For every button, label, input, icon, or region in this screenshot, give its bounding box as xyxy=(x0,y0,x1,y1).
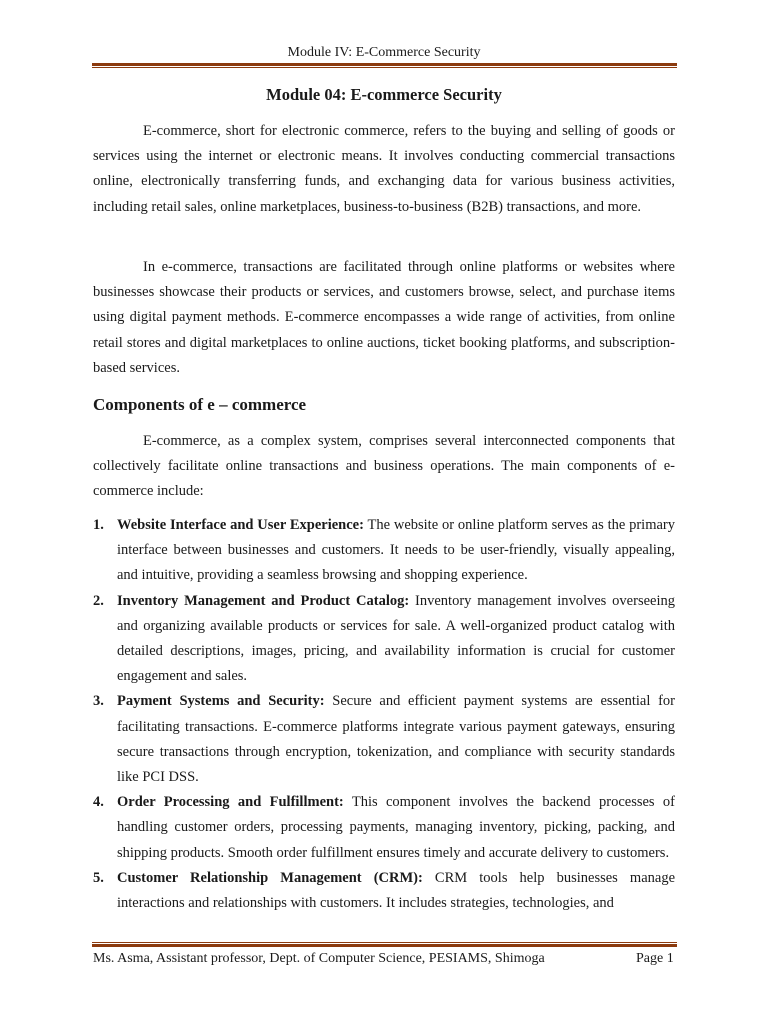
section-heading: Components of e – commerce xyxy=(93,395,307,414)
list-item-term: Website Interface and User Experience: xyxy=(117,517,364,533)
components-intro-paragraph: E-commerce, as a complex system, comprises several interconnected components that collectively facilitate online transactions and business operations. The main components of e-commerce include: xyxy=(93,433,675,500)
running-header: Module IV: E-Commerce Security xyxy=(287,45,481,60)
list-item-term: Customer Relationship Management (CRM): xyxy=(117,869,423,886)
list-item xyxy=(93,589,675,690)
header-rule xyxy=(92,63,677,68)
page-title: Module 04: E-commerce Security xyxy=(266,85,502,104)
intro-paragraph-2: In e-commerce, transactions are facilitated through online platforms or websites where businesses showcase their products or services, and customers browse, select, and purchase items using digital payment methods. E-commerce encompasses a wide range of activities, from online retail stores and digital marketplaces to online auctions, ticket booking platforms, and subscription-based services. xyxy=(93,259,675,376)
list-item-text: Secure and efficient payment systems are essential for facilitating transactions. E-commerce platforms integrate various payment gateways, ensuring secure transactions through encryption, tokenization, and compliance with security standards like PCI DSS. xyxy=(117,693,675,786)
list-item-number: 2. xyxy=(93,592,104,609)
page-number: Page 1 xyxy=(636,951,674,966)
list-item-text: This component involves the backend processes of handling customer orders, processing payments, managing inventory, picking, packing, and shipping products. Smooth order fulfillment ensures timely and accurate delivery to customers. xyxy=(117,794,675,861)
list-item xyxy=(93,866,675,916)
list-item-number: 1. xyxy=(93,517,104,533)
list-item-number: 4. xyxy=(93,794,104,811)
list-item-text: CRM tools help businesses manage interactions and relationships with customers. It includes strategies, technologies, and xyxy=(117,869,676,912)
footer-rule xyxy=(92,942,677,947)
list-item-term: Order Processing and Fulfillment: xyxy=(117,794,344,811)
list-item-term: Inventory Management and Product Catalog: xyxy=(117,592,410,609)
list-item xyxy=(93,689,675,790)
list-item xyxy=(93,790,675,866)
list-item-term: Payment Systems and Security: xyxy=(117,693,325,710)
intro-paragraph-1: E-commerce, short for electronic commerce, refers to the buying and selling of goods or services using the internet or electronic means. It involves conducting commercial transactions online, electronically transferring funds, and exchanging data for various business activities, including retail sales, online marketplaces, business-to-business (B2B) transactions, and more. xyxy=(93,123,675,215)
list-item-number: 5. xyxy=(93,869,104,886)
list-item xyxy=(93,513,675,589)
list-item-text: The website or online platform serves as the primary interface between businesses and customers. It needs to be user-friendly, visually appealing, and intuitive, providing a seamless browsing and shopping experience. xyxy=(117,517,675,584)
list-item-text: Inventory management involves overseeing and organizing available products or services for sale. A well-organized product catalog with detailed descriptions, images, pricing, and availability information is crucial for customer engagement and sales. xyxy=(117,592,675,685)
list-item-number: 3. xyxy=(93,693,104,710)
components-list xyxy=(93,513,675,916)
footer-author: Ms. Asma, Assistant professor, Dept. of Computer Science, PESIAMS, Shimoga xyxy=(93,951,545,966)
